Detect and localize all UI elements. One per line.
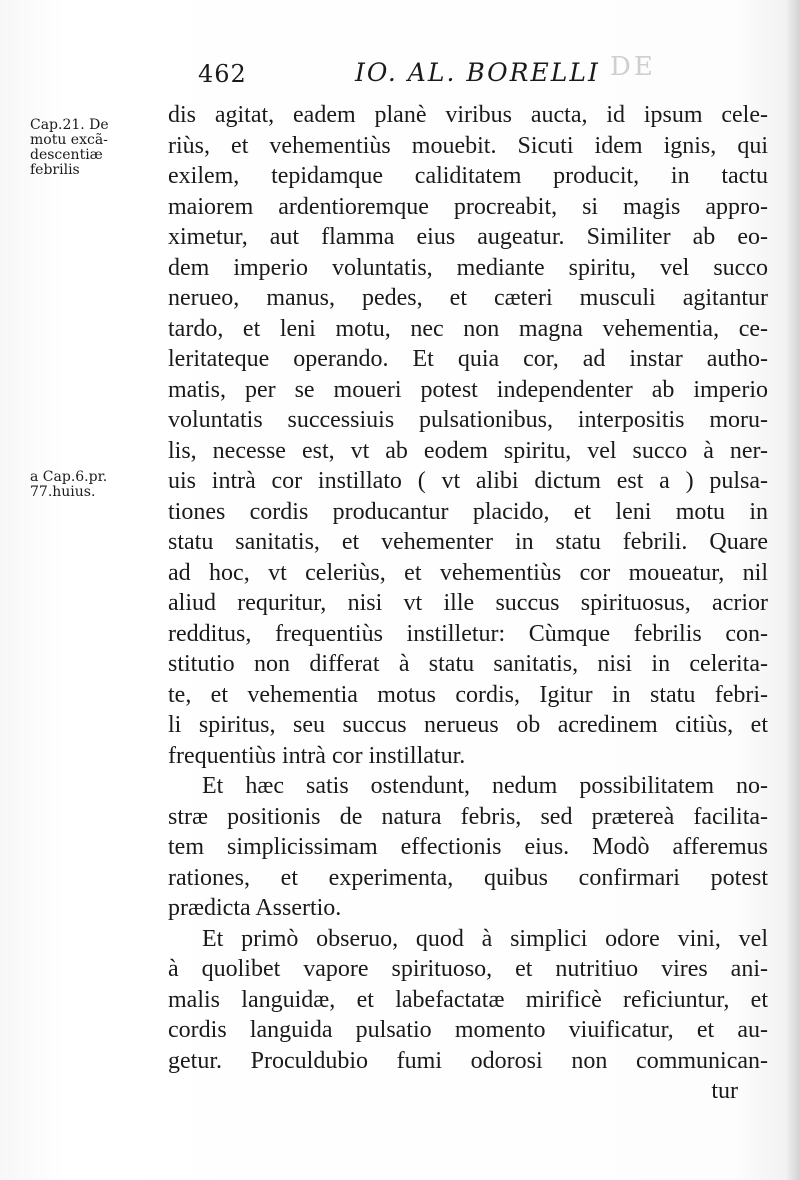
page-header	[0, 52, 800, 98]
text-line: exilem, tepidamque caliditatem producit, in tactu	[168, 163, 768, 189]
text-line: prædicta Assertio.	[168, 895, 342, 921]
page-edge-shadow	[786, 0, 800, 1180]
text-line: dem imperio voluntatis, mediante spiritu, vel succo	[168, 254, 768, 281]
text-line: Et hæc satis ostendunt, nedum possibilitatem no-	[202, 773, 768, 799]
text-line: matis, per se moueri potest independenter ab imperio	[168, 376, 768, 403]
text-line: aliud requritur, nisi vt ille succus spirituosus, acrior	[168, 590, 768, 616]
text-line: te, et vehementia motus cordis, Igitur in statu febri-	[168, 681, 768, 708]
text-line: redditus, frequentiùs instilletur: Cùmque febrilis con-	[168, 620, 768, 647]
text-line: uis intrà cor instillato ( vt alibi dictum est a ) pulsa-	[168, 468, 768, 494]
text-line: getur. Proculdubio fumi odorosi non communican-	[168, 1047, 768, 1074]
text-line: à quolibet vapore spirituoso, et nutritiuo vires ani-	[168, 956, 768, 982]
text-line: stitutio non differat à statu sanitatis, nisi in celerita-	[168, 651, 768, 677]
text-line: nerueo, manus, pedes, et cæteri musculi agitantur	[168, 285, 768, 311]
text-line: voluntatis successiuis pulsationibus, interpositis moru-	[168, 407, 768, 433]
bleed-through-text: DE	[610, 52, 656, 82]
text-line: statu sanitatis, et vehementer in statu febrili. Quare	[168, 529, 768, 555]
text-line: rationes, et experimenta, quibus confirmari potest	[168, 864, 768, 891]
body-text	[168, 100, 768, 1107]
text-line: tiones cordis producantur placido, et leni motu in	[168, 498, 768, 525]
text-line: Et primò obseruo, quod à simplici odore vini, vel	[202, 925, 768, 952]
text-line: maiorem ardentioremque procreabit, si magis appro-	[168, 193, 768, 220]
text-line: ad hoc, vt celeriùs, et vehementiùs cor moueatur, nil	[168, 559, 768, 586]
margin-note-chapter	[30, 118, 160, 178]
margin-note-line: a Cap.6.pr.	[30, 469, 108, 485]
margin-note-reference	[30, 470, 160, 500]
margin-note-line: febrilis	[30, 162, 80, 178]
margin-note-line: motu excã-	[30, 132, 108, 148]
text-line: tem simplicissimam effectionis eius. Modò afferemus	[168, 834, 768, 860]
text-line: tardo, et leni motu, nec non magna vehementia, ce-	[168, 315, 768, 342]
text-line: cordis languida pulsatio momento viuificatur, et au-	[168, 1017, 768, 1043]
text-line: dis agitat, eadem planè viribus aucta, id ipsum cele-	[168, 102, 768, 128]
text-line: malis languidæ, et labefactatæ mirificè reficiuntur, et	[168, 986, 768, 1013]
text-line: riùs, et vehementiùs mouebit. Sicuti idem ignis, qui	[168, 132, 768, 159]
catchword: tur	[711, 1078, 738, 1104]
margin-note-line: descentiæ	[30, 147, 103, 163]
text-line: li spiritus, seu succus nerueus ob acredinem citiùs, et	[168, 712, 768, 738]
text-line: frequentiùs intrà cor instillatur.	[168, 742, 466, 769]
text-line: stræ positionis de natura febris, sed prætereà facilita-	[168, 803, 768, 830]
margin-note-line: 77.huius.	[30, 484, 96, 500]
running-head: IO. AL. BORELLI	[355, 58, 600, 87]
text-line: leritateque operando. Et quia cor, ad instar autho-	[168, 346, 768, 372]
page-number: 462	[198, 60, 247, 88]
text-line: ximetur, aut flamma eius augeatur. Similiter ab eo-	[168, 224, 768, 250]
margin-note-line: Cap.21. De	[30, 117, 109, 133]
text-line: lis, necesse est, vt ab eodem spiritu, vel succo à ner-	[168, 437, 768, 464]
